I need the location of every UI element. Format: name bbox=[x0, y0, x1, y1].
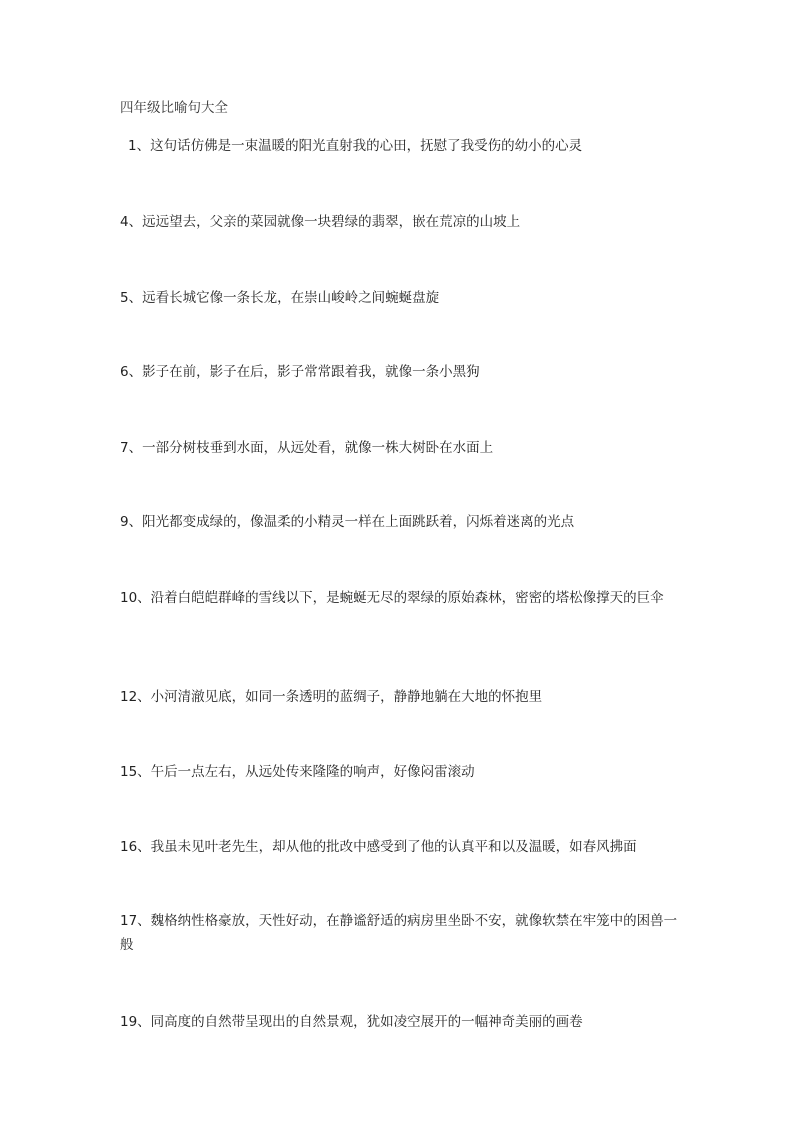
list-item: 5、远看长城它像一条长龙，在崇山峻岭之间蜿蜒盘旋 bbox=[120, 290, 440, 306]
list-item: 6、影子在前，影子在后，影子常常跟着我，就像一条小黑狗 bbox=[120, 364, 480, 380]
list-item: 1、这句话仿佛是一束温暖的阳光直射我的心田，抚慰了我受伤的幼小的心灵 bbox=[128, 138, 583, 154]
list-item: 15、午后一点左右，从远处传来隆隆的响声，好像闷雷滚动 bbox=[120, 764, 475, 780]
list-item: 16、我虽未见叶老先生，却从他的批改中感受到了他的认真平和以及温暖，如春风拂面 bbox=[120, 839, 637, 855]
list-item: 4、远远望去，父亲的菜园就像一块碧绿的翡翠，嵌在荒凉的山坡上 bbox=[120, 214, 521, 230]
document-title: 四年级比喻句大全 bbox=[120, 100, 228, 116]
list-item: 12、小河清澈见底，如同一条透明的蓝绸子，静静地躺在大地的怀抱里 bbox=[120, 689, 543, 705]
list-item: 9、阳光都变成绿的，像温柔的小精灵一样在上面跳跃着，闪烁着迷离的光点 bbox=[120, 514, 575, 530]
list-item: 7、一部分树枝垂到水面，从远处看，就像一株大树卧在水面上 bbox=[120, 440, 494, 456]
list-item: 19、同高度的自然带呈现出的自然景观，犹如凌空展开的一幅神奇美丽的画卷 bbox=[120, 1014, 583, 1030]
list-item: 10、沿着白皑皑群峰的雪线以下，是蜿蜒无尽的翠绿的原始森林，密密的塔松像撑天的巨伞 bbox=[120, 590, 664, 606]
list-item: 17、魏格纳性格豪放，天性好动，在静谧舒适的病房里坐卧不安，就像软禁在牢笼中的困兽一般 bbox=[120, 913, 678, 953]
